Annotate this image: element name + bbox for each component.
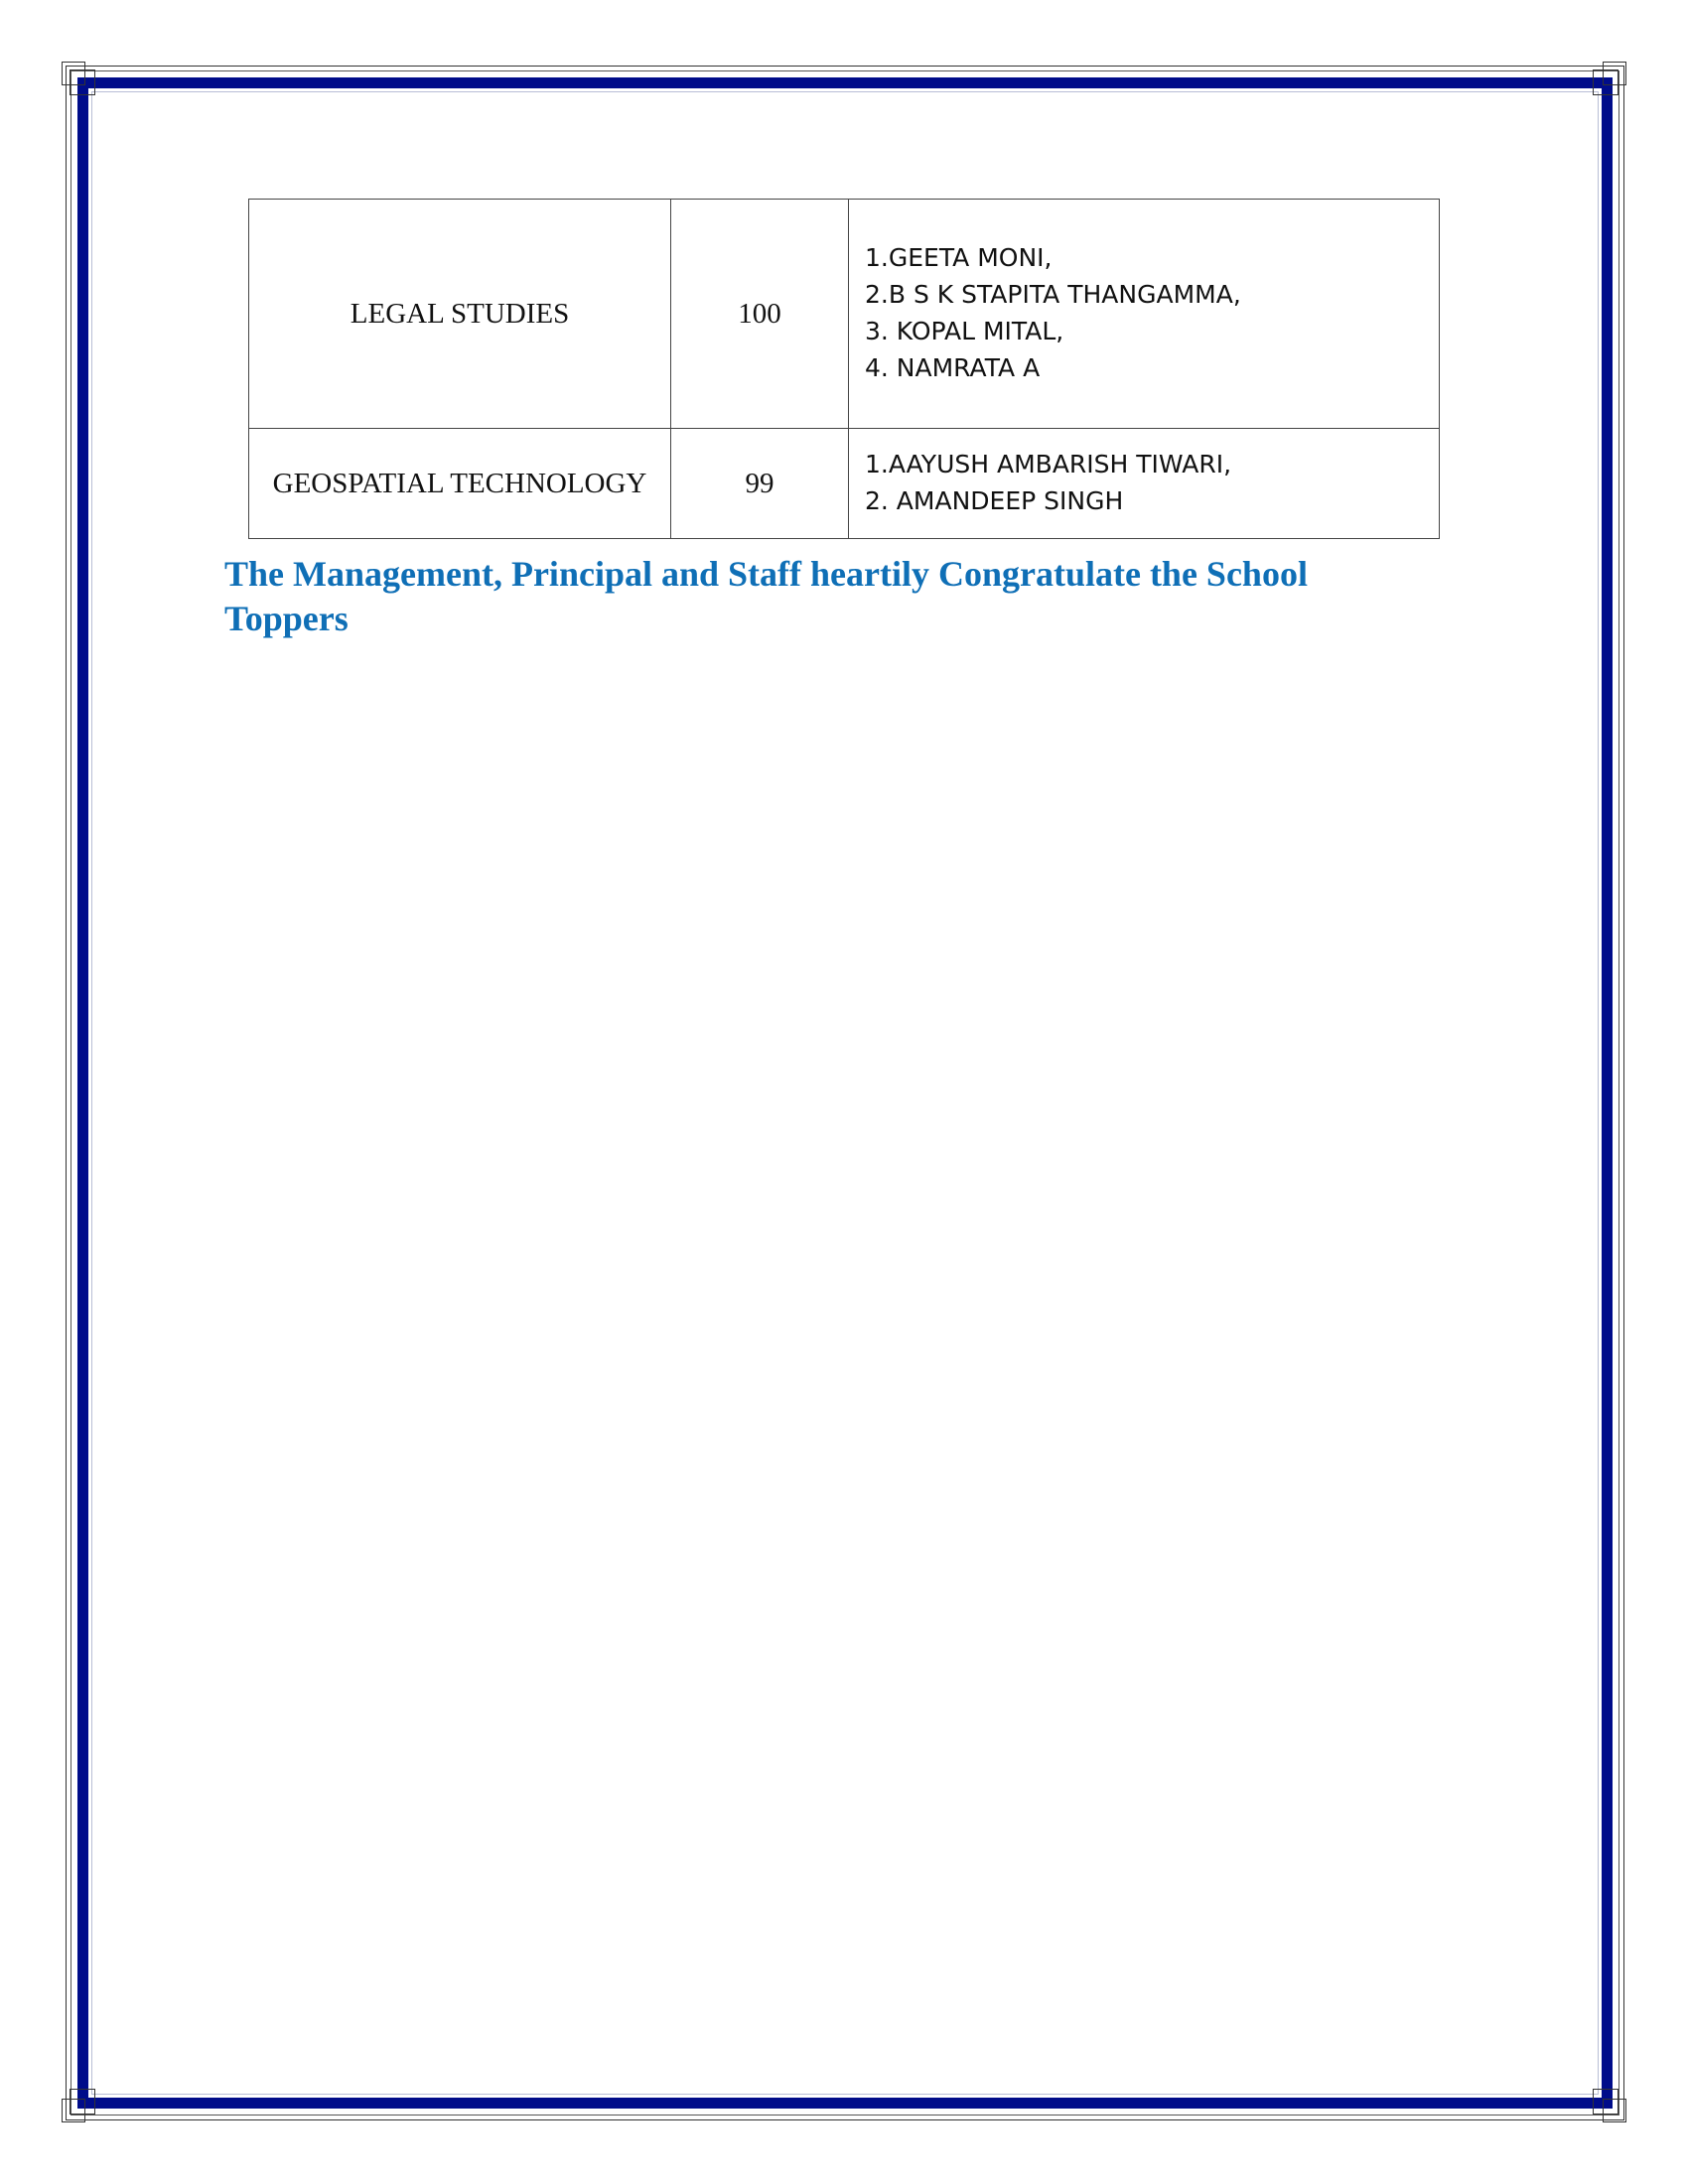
topper-name: 3. KOPAL MITAL, <box>865 317 1064 345</box>
score-cell: 100 <box>671 200 849 429</box>
toppers-table <box>248 199 1440 539</box>
topper-name: 1.AAYUSH AMBARISH TIWARI, <box>865 450 1232 478</box>
corner-ornament-top-right <box>1593 62 1626 95</box>
score-cell: 99 <box>671 429 849 539</box>
table-row <box>249 429 1440 539</box>
subject-cell: LEGAL STUDIES <box>249 200 671 429</box>
corner-ornament-top-left <box>62 62 95 95</box>
subject-cell: GEOSPATIAL TECHNOLOGY <box>249 429 671 539</box>
corner-ornament-bottom-right <box>1593 2089 1626 2122</box>
topper-name: 4. NAMRATA A <box>865 353 1041 382</box>
topper-name: 2.B S K STAPITA THANGAMMA, <box>865 280 1241 309</box>
toppers-names-cell <box>849 429 1440 539</box>
corner-ornament-bottom-left <box>62 2089 95 2122</box>
topper-name: 2. AMANDEEP SINGH <box>865 486 1124 515</box>
topper-name: 1.GEETA MONI, <box>865 243 1053 272</box>
congratulation-message: The Management, Principal and Staff heartily Congratulate the School Toppers <box>224 554 1308 638</box>
toppers-names-cell <box>849 200 1440 429</box>
table-row <box>249 200 1440 429</box>
